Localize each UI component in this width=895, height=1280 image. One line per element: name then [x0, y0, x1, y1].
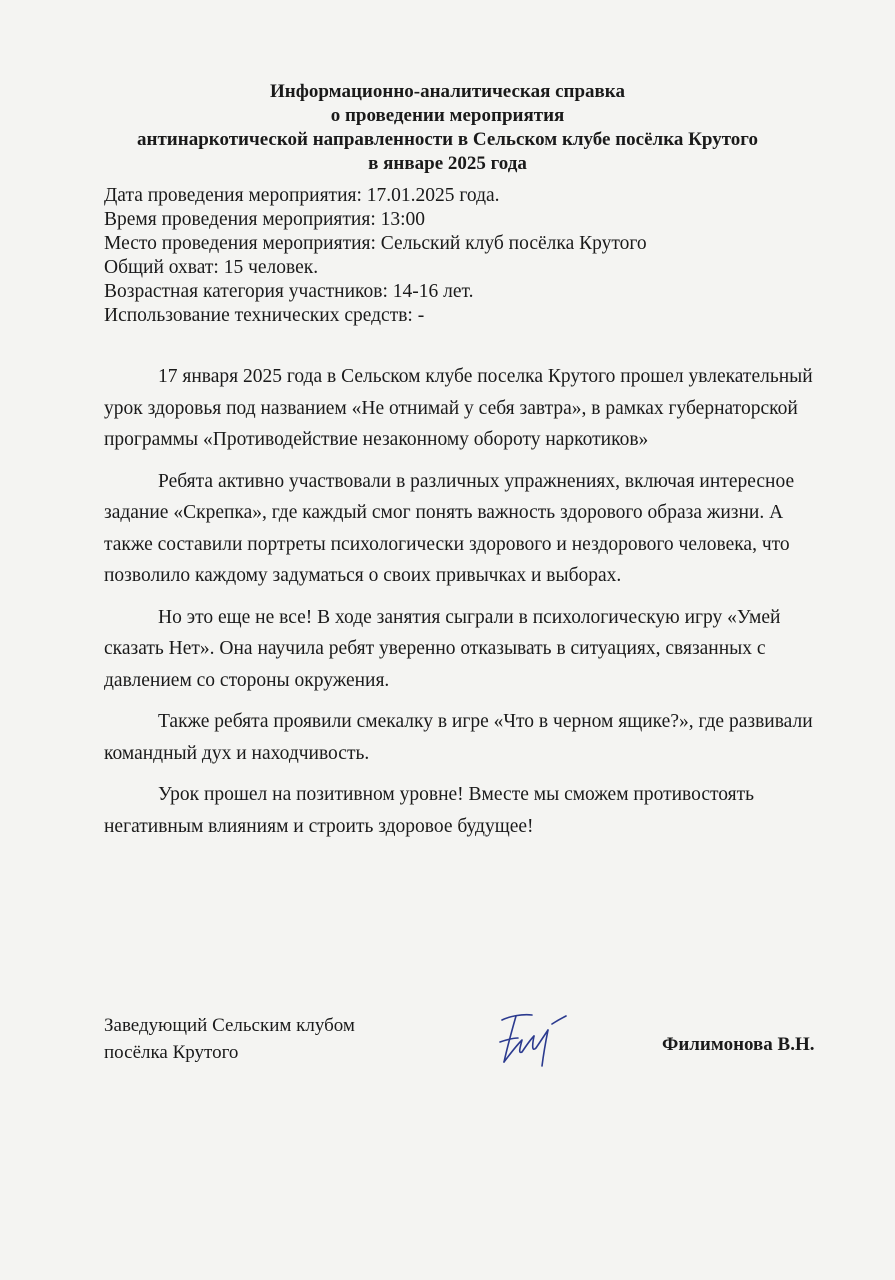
- event-date: Дата проведения мероприятия: 17.01.2025 года.: [104, 185, 500, 206]
- title-line-1: Информационно-аналитическая справка: [270, 81, 625, 102]
- signature-strokes: [500, 1015, 566, 1066]
- document-title: [0, 80, 895, 176]
- handwritten-signature: [492, 1006, 572, 1072]
- event-place: Место проведения мероприятия: Сельский клуб посёлка Крутого: [104, 233, 647, 254]
- paragraph-2: Ребята активно участвовали в различных упражнениях, включая интересное задание «Скрепка», где каждый смог понять важность здорового образа жизни. А также составили портреты психологически здорового и нездорового человека, что позволило каждому задуматься о своих привычках и выборах.: [104, 470, 795, 586]
- report-body: [104, 361, 832, 852]
- event-coverage: Общий охват: 15 человек.: [104, 257, 319, 278]
- title-line-2: о проведении мероприятия: [330, 105, 565, 126]
- event-time: Время проведения мероприятия: 13:00: [104, 209, 426, 230]
- signatory-position-line-1: Заведующий Сельским клубом: [104, 1015, 355, 1036]
- title-line-3: антинаркотической направленности в Сельском клубе посёлка Крутого: [137, 129, 758, 150]
- signatory-position: [104, 1012, 355, 1066]
- event-age-category: Возрастная категория участников: 14-16 лет.: [104, 281, 474, 302]
- paragraph-1: 17 января 2025 года в Сельском клубе поселка Крутого прошел увлекательный урок здоровья под названием «Не отнимай у себя завтра», в рамках губернаторской программы «Противодействие незаконному обороту наркотиков»: [104, 366, 813, 450]
- paragraph-4: Также ребята проявили смекалку в игре «Что в черном ящике?», где развивали командный дух и находчивость.: [104, 711, 813, 764]
- paragraph-5: Урок прошел на позитивном уровне! Вместе мы сможем противостоять негативным влияниям и строить здоровое будущее!: [104, 784, 755, 837]
- title-line-4: в январе 2025 года: [368, 153, 527, 174]
- event-details: [104, 184, 824, 328]
- event-tech-means: Использование технических средств: -: [104, 305, 425, 326]
- signatory-name: Филимонова В.Н.: [662, 1034, 815, 1055]
- paragraph-3: Но это еще не все! В ходе занятия сыграли в психологическую игру «Умей сказать Нет». Она научила ребят уверенно отказывать в ситуациях, связанных с давлением со стороны окружения.: [104, 606, 781, 691]
- signatory-position-line-2: посёлка Крутого: [104, 1042, 239, 1063]
